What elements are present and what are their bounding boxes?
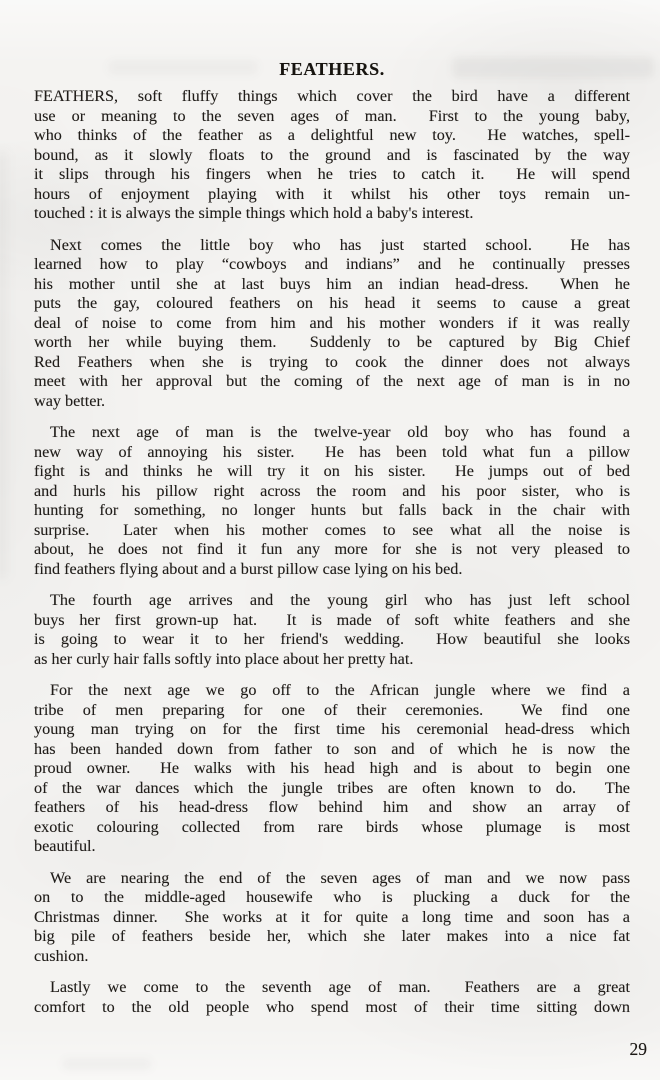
text-line: For the next age we go off to the African jungle where we find a [50, 681, 630, 699]
text-line: touched : it is always the simple things which hold a baby's interest. [34, 204, 474, 222]
text-line: cushion. [34, 946, 89, 965]
text-line: Christmas dinner. She works at it for quite a long time and soon has a [34, 907, 630, 926]
text-line: beautiful. [34, 837, 96, 855]
text-line: and hurls his pillow right across the room and his poor sister, who is [34, 481, 630, 500]
text-line: about, he does not find it fun any more for she is not very pleased to [34, 540, 630, 558]
text-body [34, 87, 630, 1017]
text-line: The fourth age arrives and the young girl who has just left school [50, 591, 630, 609]
text-line: use or meaning to the seven ages of man. First to the young baby, [34, 106, 630, 125]
text-line: fight is and thinks he will try it on his sister. He jumps out of bed [34, 462, 630, 480]
text-line: meet with her approval but the coming of the next age of man is in no [34, 372, 630, 390]
text-line: proud owner. He walks with his head high and is about to begin one [34, 759, 630, 777]
text-line: tribe of men preparing for one of their ceremonies. We find one [34, 700, 630, 719]
text-line: new way of annoying his sister. He has been told what fun a pillow [34, 442, 630, 461]
text-line: is going to wear it to her friend's wedding. How beautiful she looks [34, 630, 630, 648]
paragraph [34, 591, 630, 669]
text-line: find feathers flying about and a burst pillow case lying on his bed. [34, 559, 463, 578]
text-line: feathers of his head-dress flow behind him and show an array of [34, 798, 630, 816]
text-line: it slips through his fingers when he tries to catch it. He will spend [34, 165, 630, 183]
text-line: has been handed down from father to son and of which he is now the [34, 739, 630, 758]
text-line: worth her while buying them. Suddenly to be captured by Big Chief [34, 333, 630, 351]
text-line: as her curly hair falls softly into place about her pretty hat. [34, 649, 414, 668]
page-title: FEATHERS. [279, 59, 385, 79]
text-line: surprise. Later when his mother comes to see what all the noise is [34, 520, 630, 539]
text-line: puts the gay, coloured feathers on his head it seems to cause a great [34, 294, 630, 312]
text-line: his mother until she at last buys him an indian head-dress. When he [34, 274, 630, 293]
text-line: learned how to play “cowboys and indians” and he continually presses [34, 255, 630, 273]
paragraph [34, 978, 630, 1017]
text-line: hunting for something, no longer hunts but falls back in the chair with [34, 501, 630, 519]
page-number: 29 [629, 1039, 647, 1059]
text-line: Next comes the little boy who has just started school. He has [50, 235, 630, 254]
paragraph [34, 236, 630, 412]
paragraph [34, 87, 630, 224]
paragraph [34, 423, 630, 579]
text-line: young man trying on for the first time his ceremonial head-dress which [34, 720, 630, 738]
text-line: The next age of man is the twelve-year old boy who has found a [50, 423, 630, 441]
scan-smudge [0, 150, 8, 580]
paragraph [34, 869, 630, 967]
text-line: big pile of feathers beside her, which she later makes into a nice fat [34, 927, 630, 945]
text-line: bound, as it slowly floats to the ground and is fascinated by the way [34, 145, 630, 164]
text-line: who thinks of the feather as a delightful new toy. He watches, spell- [34, 126, 630, 144]
paragraph [34, 681, 630, 857]
text-line: on to the middle-aged housewife who is plucking a duck for the [34, 888, 630, 906]
text-line: exotic colouring collected from rare birds whose plumage is most [34, 817, 630, 836]
scan-smudge [62, 1058, 152, 1070]
text-line: buys her first grown-up hat. It is made of soft white feathers and she [34, 610, 630, 629]
text-line: deal of noise to come from him and his mother wonders if it was really [34, 313, 630, 332]
text-line: Red Feathers when she is trying to cook the dinner does not always [34, 352, 630, 371]
text-line: hours of enjoyment playing with it whilst his other toys remain un- [34, 184, 630, 203]
text-line: comfort to the old people who spend most of their time sitting down [34, 997, 630, 1016]
text-line: of the war dances which the jungle tribes are often known to do. The [34, 778, 630, 797]
text-line: Lastly we come to the seventh age of man. Feathers are a great [50, 978, 630, 996]
text-line: way better. [34, 391, 106, 410]
text-line: FEATHERS, soft fluffy things which cover the bird have a different [34, 87, 630, 105]
text-line: We are nearing the end of the seven ages of man and we now pass [50, 868, 630, 887]
